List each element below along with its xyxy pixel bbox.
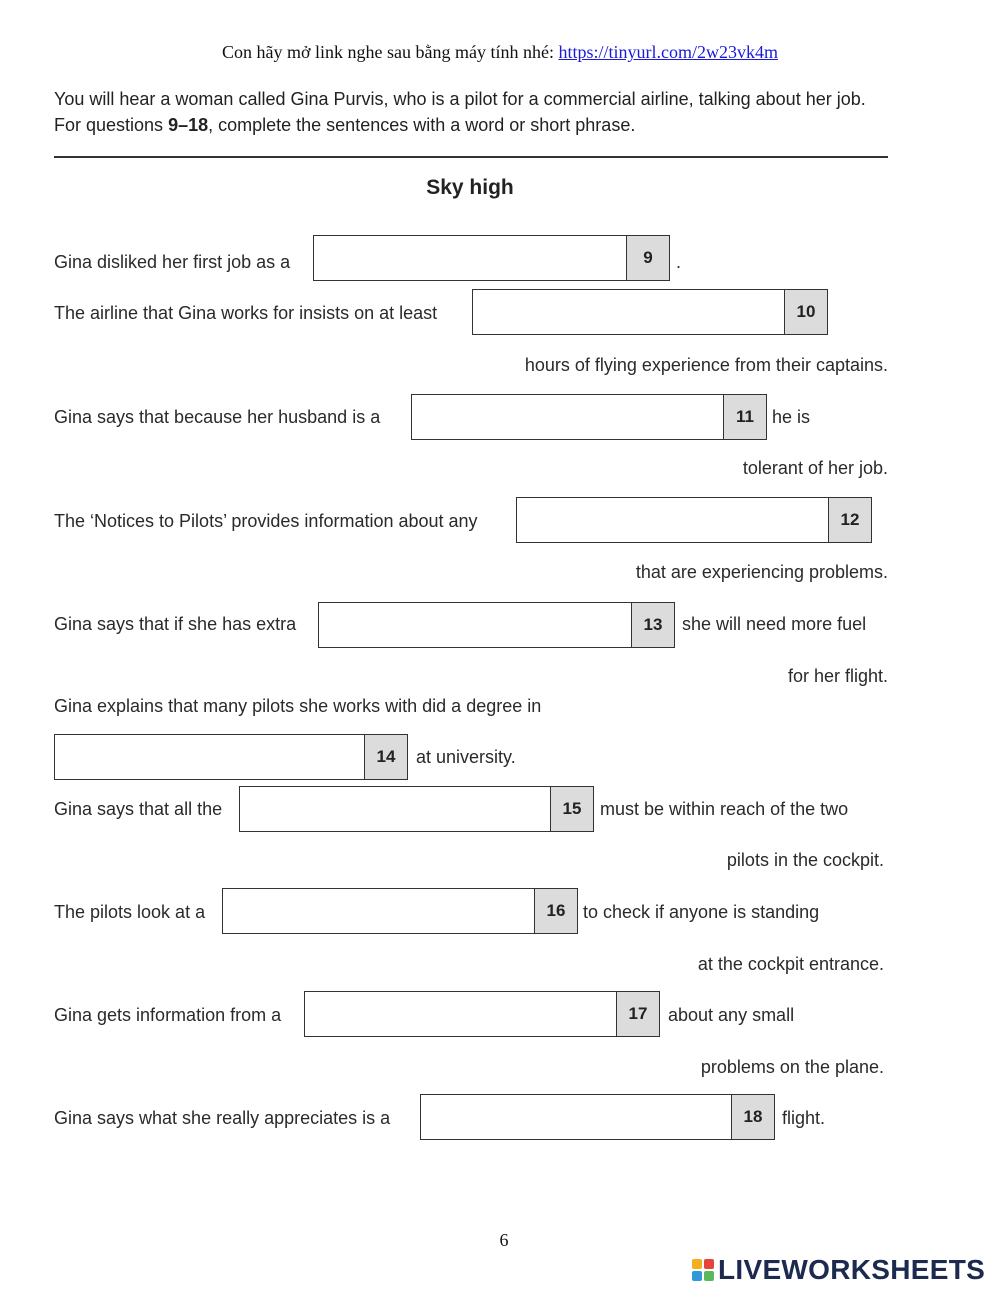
q17-text-after: about any small	[668, 1005, 795, 1025]
q15-answer-box[interactable]	[239, 786, 594, 832]
q16-answer-box[interactable]	[222, 888, 578, 934]
page-number: 6	[499, 1230, 509, 1250]
q16-text-after: to check if anyone is standing	[583, 902, 820, 922]
q16-text-continued: at the cockpit entrance.	[697, 954, 884, 974]
q16-number: 16	[534, 889, 577, 933]
audio-link[interactable]: https://tinyurl.com/2w23vk4m	[558, 42, 778, 62]
q10-answer-box[interactable]	[472, 289, 828, 335]
q17-answer-box[interactable]	[304, 991, 660, 1037]
q17-number: 17	[616, 992, 659, 1036]
divider	[54, 156, 888, 158]
header-text: Con hãy mở link nghe sau bằng máy tính nhé:	[222, 42, 554, 62]
q13-text-before: Gina says that if she has extra	[54, 614, 297, 634]
logo-text: LIVEWORKSHEETS	[718, 1254, 986, 1285]
q15-text-continued: pilots in the cockpit.	[726, 850, 884, 870]
q13-text-after: she will need more fuel	[682, 614, 867, 634]
q9-answer-box[interactable]	[313, 235, 670, 281]
q12-text-before: The ‘Notices to Pilots’ provides information about any	[54, 511, 478, 531]
q15-text-before: Gina says that all the	[54, 799, 223, 819]
instructions-part2: , complete the sentences with a word or short phrase.	[208, 115, 636, 135]
q17-text-before: Gina gets information from a	[54, 1005, 282, 1025]
q18-answer-box[interactable]	[420, 1094, 775, 1140]
q11-text-after: he is	[772, 407, 811, 427]
q13-answer-box[interactable]	[318, 602, 675, 648]
q9-number: 9	[626, 236, 669, 280]
q16-text-before: The pilots look at a	[54, 902, 206, 922]
liveworksheets-icon	[692, 1259, 714, 1281]
q10-text-continued: hours of flying experience from their captains.	[524, 355, 888, 375]
q12-number: 12	[828, 498, 871, 542]
header-note	[0, 42, 1000, 63]
q18-number: 18	[731, 1095, 774, 1139]
q14-number: 14	[364, 735, 407, 779]
q18-text-after: flight.	[782, 1108, 826, 1128]
q9-text-after: .	[676, 252, 682, 272]
q17-text-continued: problems on the plane.	[700, 1057, 884, 1077]
q12-text-continued: that are experiencing problems.	[635, 562, 888, 582]
q13-number: 13	[631, 603, 674, 647]
q11-text-continued: tolerant of her job.	[742, 458, 888, 478]
q13-text-continued: for her flight.	[787, 666, 888, 686]
instructions-part1: You will hear a woman called Gina Purvis, who is a pilot for a commercial airline, talking about her job. For questions	[54, 89, 866, 135]
q11-number: 11	[723, 395, 766, 439]
q15-number: 15	[550, 787, 593, 831]
q18-text-before: Gina says what she really appreciates is a	[54, 1108, 391, 1128]
instructions	[54, 86, 894, 138]
q11-answer-box[interactable]	[411, 394, 767, 440]
q12-answer-box[interactable]	[516, 497, 872, 543]
q10-number: 10	[784, 290, 827, 334]
question-range: 9–18	[168, 115, 209, 135]
q11-text-before: Gina says that because her husband is a	[54, 407, 381, 427]
q14-answer-box[interactable]	[54, 734, 408, 780]
q9-text-before: Gina disliked her first job as a	[54, 252, 291, 272]
q10-text-before: The airline that Gina works for insists on at least	[54, 303, 438, 323]
q14-text-before: Gina explains that many pilots she works with did a degree in	[54, 696, 542, 716]
liveworksheets-logo	[692, 1256, 985, 1284]
worksheet-title: Sky high	[426, 176, 514, 199]
q15-text-after: must be within reach of the two	[600, 799, 849, 819]
q14-text-after: at university.	[416, 747, 516, 767]
